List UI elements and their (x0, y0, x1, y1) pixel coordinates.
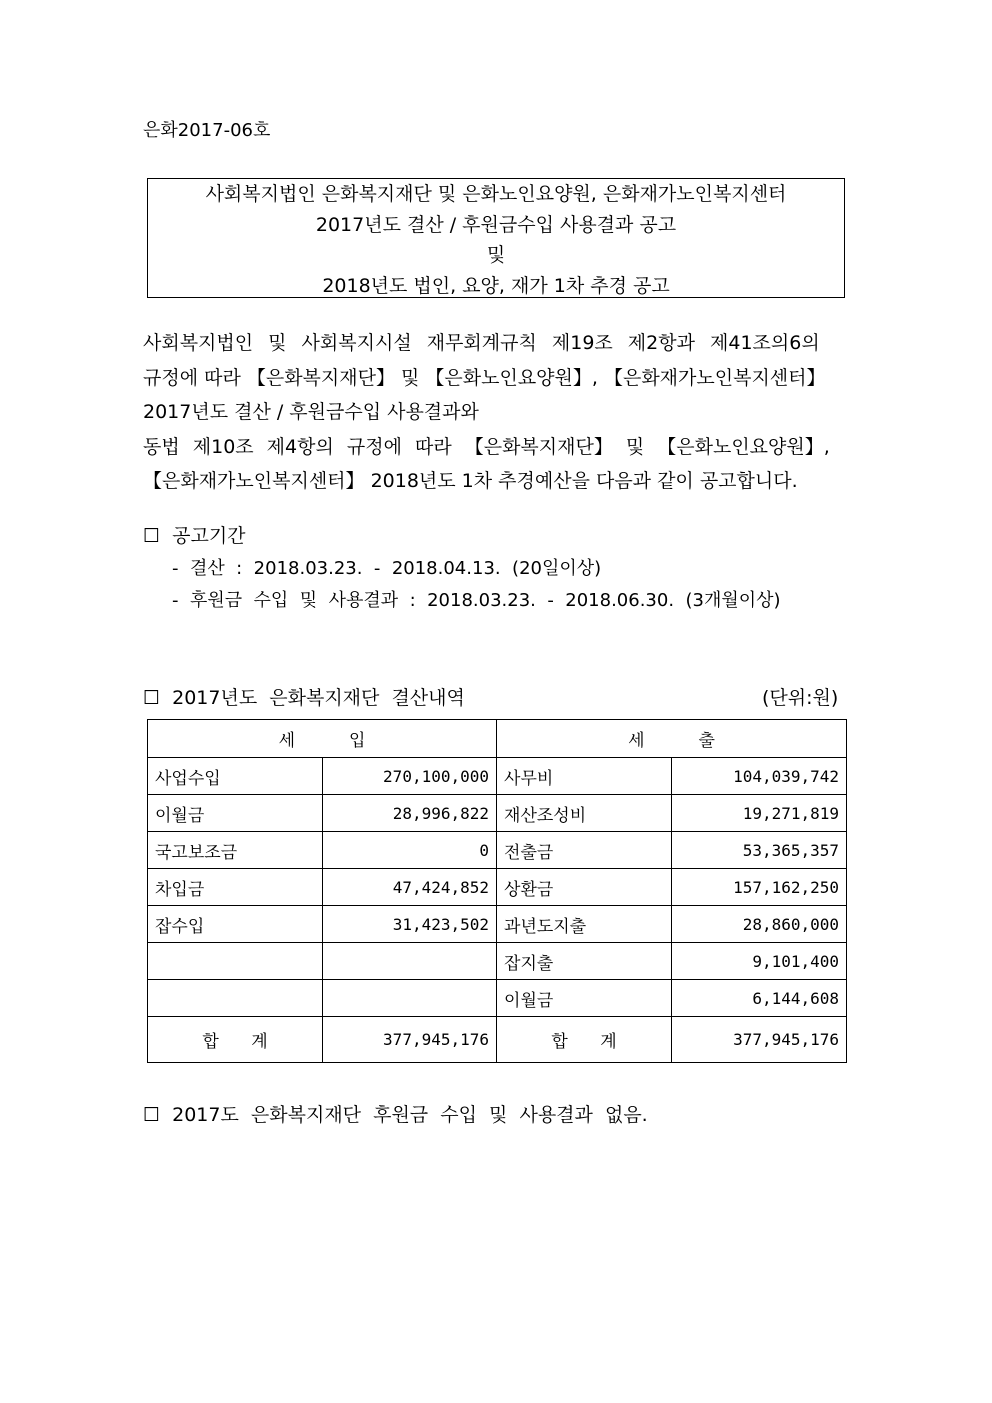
table-row (148, 758, 847, 795)
expense-item: 전출금 (497, 832, 672, 869)
document-number: 은화2017-06호 (143, 120, 271, 141)
revenue-amount: 47,424,852 (323, 869, 497, 906)
revenue-amount: 270,100,000 (323, 758, 497, 795)
revenue-total: 377,945,176 (323, 1017, 497, 1063)
intro-line-1: 사회복지법인 및 사회복지시설 재무회계규칙 제19조 제2항과 제41조의6의 (143, 332, 820, 354)
title-line-1: 사회복지법인 은화복지재단 및 은화노인요양원, 은화재가노인복지센터 (205, 183, 787, 205)
expense-amount: 157,162,250 (672, 869, 847, 906)
period-heading: ☐ 공고기간 (143, 525, 246, 547)
revenue-item: 이월금 (148, 795, 323, 832)
expense-amount: 28,860,000 (672, 906, 847, 943)
expense-item: 잡지출 (497, 943, 672, 980)
table-row (148, 980, 847, 1017)
settlement-table (147, 719, 847, 1063)
unit-label: (단위:원) (762, 687, 839, 709)
revenue-amount: 31,423,502 (323, 906, 497, 943)
title-line-2: 2017년도 결산 / 후원금수입 사용결과 공고 (315, 213, 677, 236)
expense-item: 재산조성비 (497, 795, 672, 832)
intro-line-4: 동법 제10조 제4항의 규정에 따라 【은화복지재단】 및 【은화노인요양원】, (143, 435, 830, 458)
revenue-header: 세 입 (148, 720, 497, 758)
intro-line-3: 2017년도 결산 / 후원금수입 사용결과와 (143, 401, 479, 424)
revenue-total-label: 합 계 (148, 1017, 323, 1063)
expense-item: 상환금 (497, 869, 672, 906)
revenue-item: 국고보조금 (148, 832, 323, 869)
revenue-item: 차입금 (148, 869, 323, 906)
table-header-row (148, 720, 847, 758)
revenue-item (148, 980, 323, 1017)
revenue-amount (323, 980, 497, 1017)
expense-item: 과년도지출 (497, 906, 672, 943)
expense-header: 세 출 (497, 720, 847, 758)
table-row (148, 906, 847, 943)
expense-amount: 104,039,742 (672, 758, 847, 795)
expense-amount: 9,101,400 (672, 943, 847, 980)
intro-paragraph (143, 326, 853, 499)
intro-line-2: 규정에 따라 【은화복지재단】 및 【은화노인요양원】, 【은화재가노인복지센터】 (143, 366, 826, 389)
revenue-item (148, 943, 323, 980)
revenue-amount: 0 (323, 832, 497, 869)
intro-line-5: 【은화재가노인복지센터】 2018년도 1차 추경예산을 다음과 같이 공고합니다. (143, 470, 798, 493)
notice-title-box (147, 178, 845, 298)
table-row (148, 943, 847, 980)
total-row (148, 1017, 847, 1063)
expense-amount: 19,271,819 (672, 795, 847, 832)
title-line-3: 및 (486, 244, 506, 266)
revenue-amount: 28,996,822 (323, 795, 497, 832)
expense-amount: 6,144,608 (672, 980, 847, 1017)
period-settlement: - 결산 : 2018.03.23. - 2018.04.13. (20일이상) (172, 558, 602, 579)
table-row (148, 795, 847, 832)
expense-item: 사무비 (497, 758, 672, 795)
title-line-4: 2018년도 법인, 요양, 재가 1차 추경 공고 (322, 274, 670, 297)
revenue-amount (323, 943, 497, 980)
expense-total: 377,945,176 (672, 1017, 847, 1063)
expense-amount: 53,365,357 (672, 832, 847, 869)
revenue-item: 사업수입 (148, 758, 323, 795)
donation-note: ☐ 2017도 은화복지재단 후원금 수입 및 사용결과 없음. (143, 1104, 648, 1126)
expense-item: 이월금 (497, 980, 672, 1017)
table-row (148, 832, 847, 869)
period-donation: - 후원금 수입 및 사용결과 : 2018.03.23. - 2018.06.30. (3개월이상) (172, 590, 781, 611)
expense-total-label: 합 계 (497, 1017, 672, 1063)
revenue-item: 잡수입 (148, 906, 323, 943)
settlement-heading: ☐ 2017년도 은화복지재단 결산내역 (143, 687, 465, 709)
table-row (148, 869, 847, 906)
